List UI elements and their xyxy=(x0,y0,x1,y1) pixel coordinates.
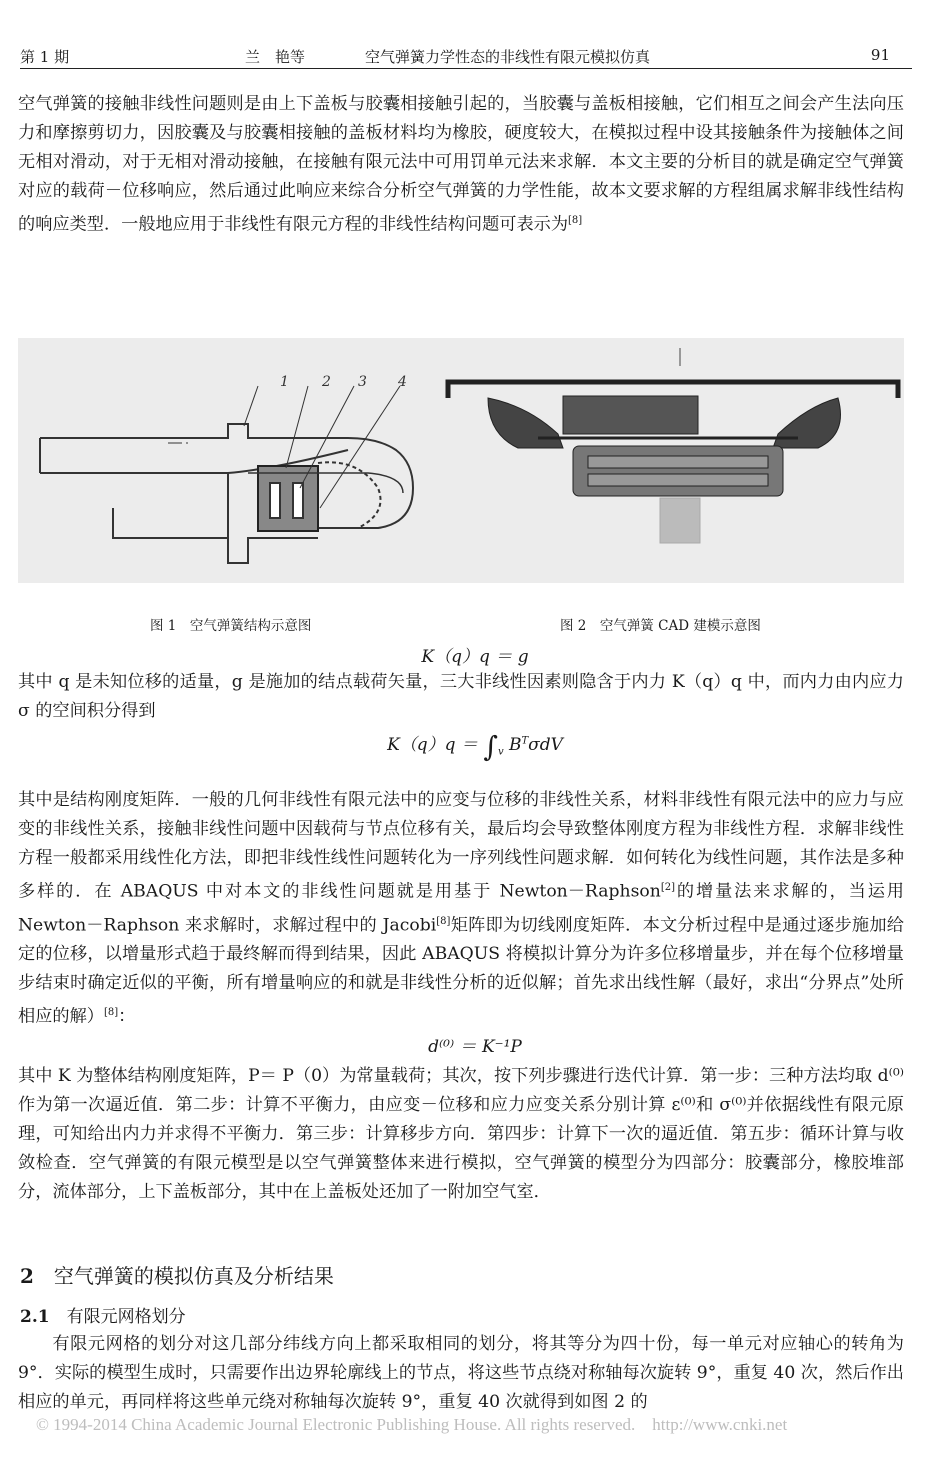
integral-sign: ∫ xyxy=(483,730,498,763)
paragraph-contact-nonlinearity: 空气弹簧的接触非线性问题则是由上下盖板与胶囊相接触引起的，当胶囊与盖板相接触，它们相互之间会产生法向压力和摩擦剪切力，因胶囊及与胶囊相接触的盖板材料均为橡胶，硬度较大，在模拟过程中设其接触条件为接触体之间无相对滑动，对于无相对滑动接触，在接触有限元法中可用罚单元法来求解．本文主要的分析目的就是确定空气弹簧对应的载荷－位移响应，然后通过此响应来综合分析空气弹簧的力学性能，故本文要求解的方程组属求解非线性结构的响应类型．一般地应用于非线性有限元方程的非线性结构问题可表示为[8] xyxy=(18,94,904,235)
header-authors: 兰 艳等 xyxy=(245,48,306,66)
part-label-1: 1 xyxy=(280,374,289,390)
figure-1-caption: 图 1 空气弹簧结构示意图 xyxy=(150,618,312,634)
part-label-4: 4 xyxy=(398,374,407,390)
equation-3: d⁽⁰⁾ ＝ K⁻¹P xyxy=(428,1037,522,1057)
running-header xyxy=(20,40,912,69)
paragraph-internal-force: 其中 q 是未知位移的适量，g 是施加的结点载荷矢量，三大非线性因素则隐含于内力 K（q）q 中，而内力由内应力 σ 的空间积分得到 xyxy=(18,672,904,721)
part-label-2: 2 xyxy=(322,374,331,390)
subsection-heading: 2.1 有限元网格划分 xyxy=(20,1307,186,1327)
figure-2-caption: 图 2 空气弹簧 CAD 建模示意图 xyxy=(560,618,761,634)
paragraph-iteration-steps: 其中 K 为整体结构刚度矩阵，P＝ P（0）为常量载荷；其次，按下列步骤进行迭代计算．第一步：三种方法均取 d⁽⁰⁾作为第一次逼近值．第二步：计算不平衡力，由应变－位移和应力应变关系分别计算 ε⁽⁰⁾和 σ⁽⁰⁾并依据线性有限元原理，可知给出内力并求得不平衡力．第三步：计算移步方向．第四步：计算下一次的逼近值．第五步：循环计算与收敛检查．空气弹簧的有限元模型是以空气弹簧整体来进行模拟，空气弹簧的模型分为四部分：胶囊部分，橡胶堆部分，流体部分，上下盖板部分，其中在上盖板处还加了一附加空气室． xyxy=(18,1066,904,1202)
issue-number: 第 1 期 xyxy=(20,48,70,66)
equation-1: K（q）q ＝ g xyxy=(421,647,529,667)
paragraph-newton-raphson: 其中是结构刚度矩阵．一般的几何非线性有限元法中的应变与位移的非线性关系，材料非线性有限元法中的应力与应变的非线性关系，接触非线性问题中因载荷与节点位移有关，最后均会导致整体刚度方程为非线性方程．求解非线性方程一般都采用线性化方法，即把非线性线性问题转化为一序列线性问题求解．如何转化为线性问题，其作法是多种多样的．在 ABAQUS 中对本文的非线性问题就是用基于 Newton－Raphson[2]的增量法来求解的，当运用 Newton－Raphson 来求解时，求解过程中的 Jacobi[8]矩阵即为切线刚度矩阵．本文分析过程中是通过逐步施加给定的位移，以增量形式趋于最终解而得到结果，因此 ABAQUS 将模拟计算分为许多位移增量步，并在每个位移增量步结束时确定近似的平衡，所有增量响应的和就是非线性分析的近似解；首先求出线性解（最好，求出“分界点”处所相应的解）[8]： xyxy=(18,790,905,1028)
header-title: 空气弹簧力学性态的非线性有限元模拟仿真 xyxy=(365,48,651,66)
equation-2: $K(q)q = \int_v$ $B^T\sigma dV$ xyxy=(387,730,563,763)
paragraph-mesh-division: 有限元网格的划分对这几部分纬线方向上都采取相同的划分，将其等分为四十份，每一单元对应轴心的转角为 9°．实际的模型生成时，只需要作出边界轮廓线上的节点，将这些节点绕对称轴每次旋转 9°，重复 40 次，然后作出相应的单元，再同样将这些单元绕对称轴每次旋转 9°，重复 40 次就得到如图 2 的 xyxy=(18,1334,904,1412)
air-spring-cad-model xyxy=(448,348,898,543)
part-label-3: 3 xyxy=(358,374,367,390)
figure-drawings xyxy=(18,338,904,583)
copyright-watermark: © 1994-2014 China Academic Journal Electronic Publishing House. All rights reserved. http://www.cnki.net xyxy=(36,1415,788,1434)
citation: [8] xyxy=(568,215,583,226)
section-heading: 2 空气弹簧的模拟仿真及分析结果 xyxy=(20,1264,334,1288)
figures-panel xyxy=(18,338,904,583)
air-spring-structure-diagram xyxy=(40,386,413,563)
page-number: 91 xyxy=(870,46,890,64)
